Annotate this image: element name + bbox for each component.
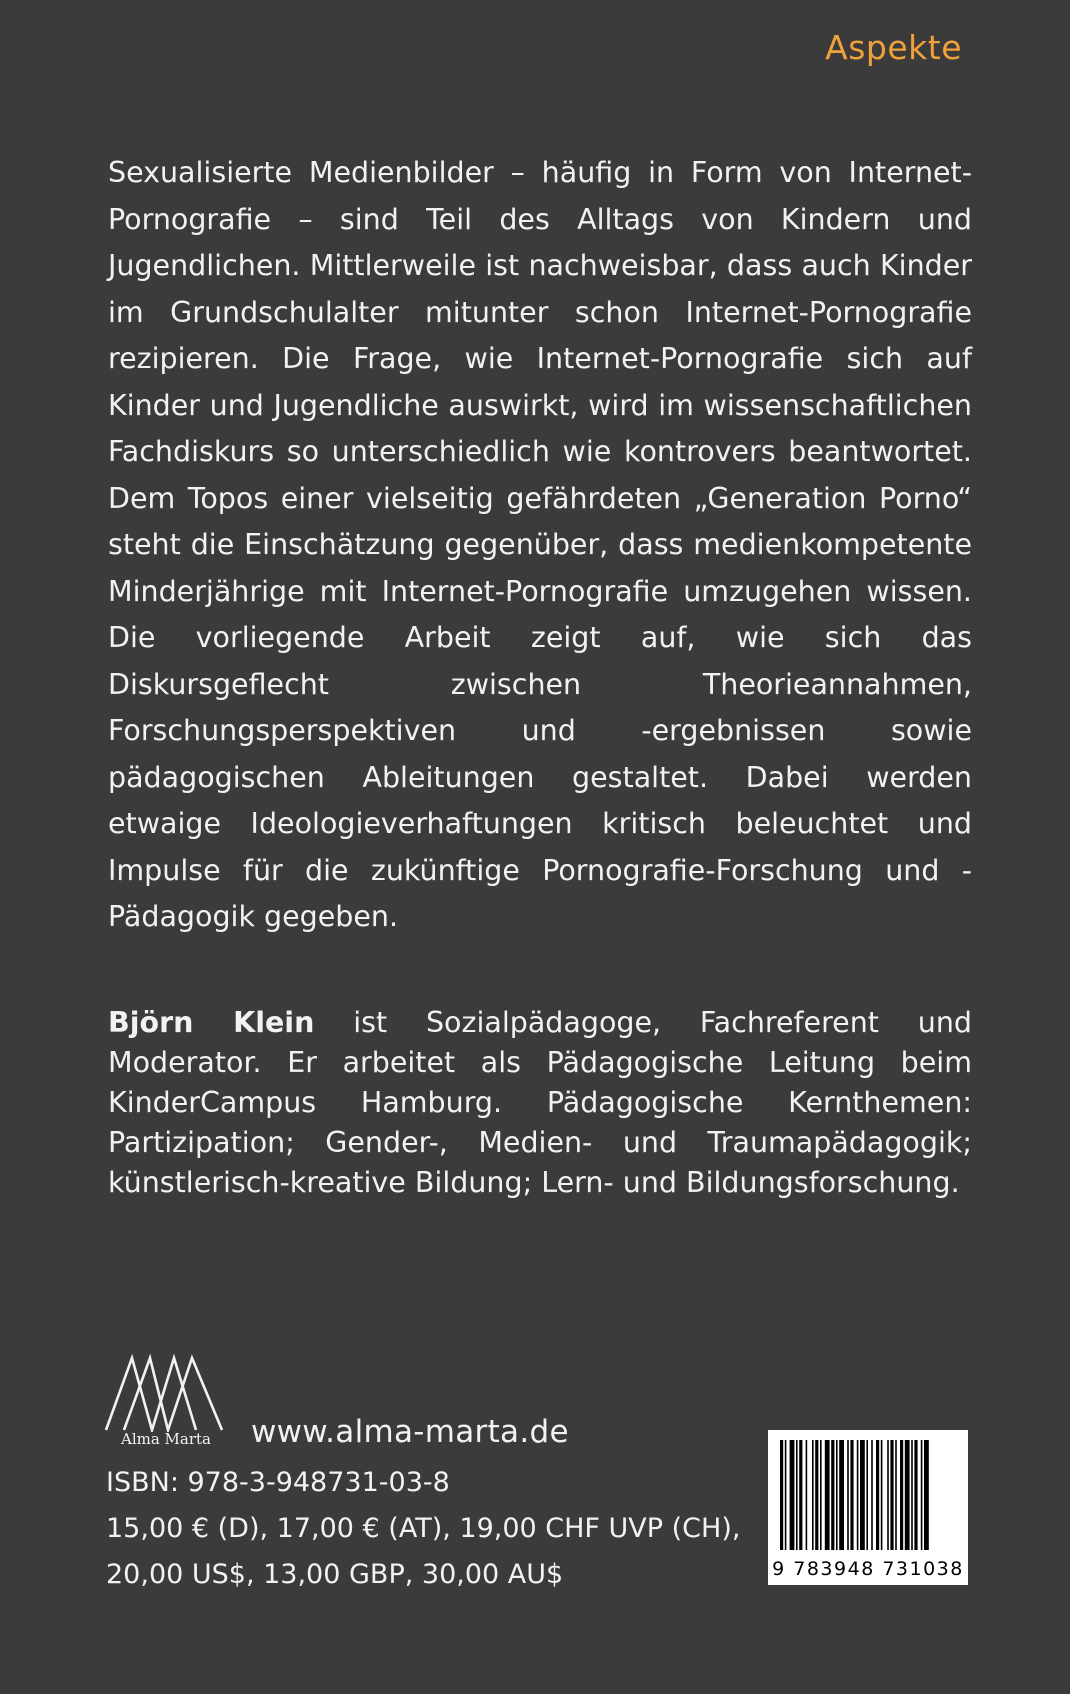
price-line-1: 15,00 € (D), 17,00 € (AT), 19,00 CHF UVP (CH), bbox=[106, 1513, 741, 1544]
author-name: Björn Klein bbox=[108, 1006, 315, 1039]
barcode bbox=[768, 1430, 968, 1585]
barcode-icon bbox=[768, 1430, 968, 1555]
price-line-2: 20,00 US$, 13,00 GBP, 30,00 AU$ bbox=[106, 1559, 564, 1590]
isbn: ISBN: 978-3-948731-03-8 bbox=[106, 1467, 450, 1498]
book-description: Sexualisierte Medienbilder – häufig in Form von Internet-Pornografie – sind Teil des Alltags von Kindern und Jugendlichen. Mittlerweile ist nachweisbar, dass auch Kinder im Grundschulalter mitunter schon Internet-Pornografie rezipieren. Die Frage, wie Internet-Pornografie sich auf Kinder und Jugendliche auswirkt, wird im wissenschaftlichen Fachdiskurs so unterschiedlich wie kontrovers beantwortet. Dem Topos einer vielseitig gefährdeten „Generation Porno“ steht die Einschätzung gegenüber, dass medienkompetente Minderjährige mit Internet-Pornografie umzugehen wissen. Die vorliegende Arbeit zeigt auf, wie sich das Diskursgeflecht zwischen Theorieannahmen, Forschungsperspektiven und -ergebnissen sowie pädagogischen Ableitungen gestaltet. Dabei werden etwaige Ideologieverhaftungen kritisch beleuchtet und Impulse für die zukünftige Pornografie-Forschung und -Pädagogik gegeben. bbox=[108, 156, 972, 933]
author-bio-text: ist Sozialpädagoge, Fachreferent und Moderator. Er arbeitet als Pädagogische Leitung beim KinderCampus Hamburg. Pädagogische Kernthemen: Partizipation; Gender-, Medien- und Traumapädagogik; künstlerisch-kreative Bildung; Lern- und Bildungsforschung. bbox=[108, 1006, 972, 1199]
publisher-logo-text: Alma Marta bbox=[120, 1430, 211, 1448]
series-title: Aspekte bbox=[825, 28, 962, 67]
publisher-logo bbox=[104, 1352, 228, 1452]
barcode-digits: 9 783948 731038 bbox=[772, 1558, 964, 1580]
publisher-website[interactable]: www.alma-marta.de bbox=[251, 1414, 569, 1450]
author-bio bbox=[108, 1003, 972, 1203]
book-meta bbox=[106, 1460, 740, 1598]
publisher-logo-icon bbox=[104, 1352, 228, 1432]
